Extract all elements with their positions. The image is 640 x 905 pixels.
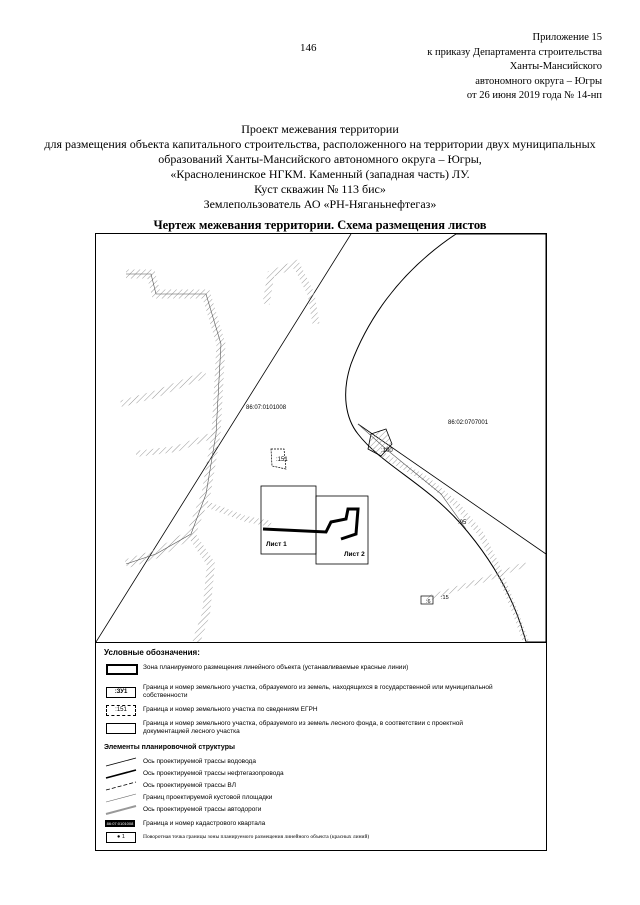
quarter-label: 86:02:0707001 [448, 420, 489, 426]
legend-item [104, 768, 503, 780]
map-legend [95, 640, 547, 851]
legend-text: Зона планируемого размещения линейного объекта (устанавливаемые красные линии) [143, 664, 409, 671]
legend-item [104, 662, 503, 674]
title-line: для размещения объекта капитального строительства, расположенного на территории двух муниципальных [44, 137, 596, 151]
legend-text: Граница и номер земельного участка, образуемого из земель лесного фонда, в соответствии с проектной документацией лесного участка [143, 720, 464, 735]
appendix-line: Приложение 15 [532, 32, 602, 43]
legend-item [104, 720, 503, 736]
legend-text: Граница и номер кадастрового квартала [143, 820, 266, 827]
parcel-label: :100 [381, 448, 393, 454]
legend-title: Условные обозначения: [104, 648, 200, 657]
legend-item [104, 818, 503, 830]
legend-text: Граница и номер земельного участка, образуемого из земель, находящихся в государственной или муниципальной собственности [143, 684, 493, 699]
parcel-label: :95 [458, 520, 467, 526]
legend-symbol: :ЗУ1 [104, 686, 138, 698]
title-line: образований Ханты-Мансийского автономного округа – Югры, [158, 152, 482, 166]
appendix-line: Ханты-Мансийского [509, 61, 602, 72]
parcel-label: :6 [426, 599, 431, 605]
legend-subsection-title: Элементы планировочной структуры [104, 744, 235, 751]
legend-text: Ось проектируемой трассы нефтегазопровода [143, 770, 284, 777]
title-line: «Красноленинское НГКМ. Каменный (западная часть) ЛУ. [170, 167, 470, 181]
title-line: Куст скважин № 113 бис» [254, 182, 386, 196]
sheet-label: Лист 2 [344, 551, 365, 558]
drawing-title: Чертеж межевания территории. Схема размещения листов [153, 218, 487, 232]
legend-item [104, 831, 503, 843]
legend-symbol: ● 1 [104, 831, 138, 843]
road-corridor [126, 274, 221, 564]
road-corridor [266, 264, 316, 324]
legend-symbol: :151 [104, 704, 138, 716]
legend-item [104, 792, 503, 804]
legend-symbol [104, 768, 138, 780]
planned-corridor [263, 509, 358, 539]
legend-item [104, 756, 503, 768]
title-line: Проект межевания территории [241, 122, 399, 136]
parcel-label: :151 [276, 457, 288, 463]
legend-symbol [104, 804, 138, 816]
appendix-line: от 26 июня 2019 года № 14-нп [466, 90, 602, 101]
sheet-label: Лист 1 [266, 541, 287, 548]
legend-symbol [104, 780, 138, 792]
legend-symbol [104, 722, 138, 734]
title-line: Землепользователь АО «РН-Няганьнефтегаз» [203, 197, 437, 211]
quarter-label: 86:07:0101008 [246, 405, 287, 411]
legend-symbol [104, 792, 138, 804]
parcel-label: :15 [441, 595, 449, 601]
legend-text: Граница и номер земельного участка по сведениям ЕГРН [143, 706, 318, 713]
legend-symbol [104, 662, 138, 674]
road-corridor [126, 274, 221, 564]
legend-text: Ось проектируемой трассы автодороги [143, 806, 262, 813]
road-corridor [136, 434, 216, 454]
project-title [20, 122, 620, 212]
appendix-line: к приказу Департамента строительства [427, 46, 602, 58]
legend-item [104, 804, 503, 816]
map-canvas [96, 234, 546, 642]
legend-item [104, 780, 503, 792]
map-frame [95, 233, 547, 643]
legend-text: Ось проектируемой трассы водовода [143, 758, 256, 765]
legend-item [104, 684, 503, 700]
legend-text: Ось проектируемой трассы ВЛ [143, 782, 236, 789]
page-number: 146 [300, 42, 317, 54]
road-corridor [191, 534, 211, 642]
appendix-line: автономного округа – Югры [475, 75, 602, 87]
legend-text: Границ проектируемой кустовой площадки [143, 794, 273, 801]
legend-text: Поворотная точка границы зоны планируемого размещения линейного объекта (красных линий) [143, 834, 370, 840]
legend-item [104, 704, 503, 716]
road-corridor [121, 374, 206, 404]
legend-symbol [104, 756, 138, 768]
appendix-block [342, 31, 602, 104]
legend-symbol: 86:07:0101008 [106, 821, 134, 826]
